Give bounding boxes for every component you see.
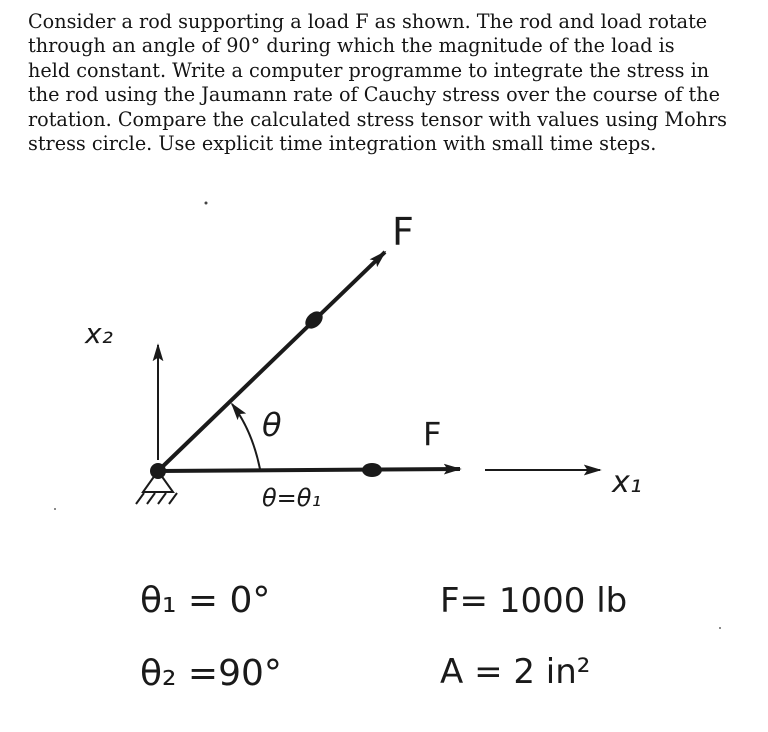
- initial-position-label: θ=θ₁: [262, 484, 322, 512]
- problem-line: held constant. Write a computer programme to integrate the stress in: [28, 58, 710, 82]
- rod-end-dot-initial: [362, 463, 382, 477]
- problem-line: stress circle. Use explicit time integration with small time steps.: [28, 132, 657, 156]
- problem-line: rotation. Compare the calculated stress tensor with values using Mohrs: [28, 107, 728, 131]
- scan-speck: [205, 202, 208, 205]
- scan-speck: [719, 627, 721, 629]
- angle-arc: [232, 404, 260, 469]
- theta2-value: θ₂ =90°: [140, 653, 282, 694]
- x1-axis-label: x₁: [612, 465, 642, 500]
- scan-speck: [54, 508, 56, 510]
- rod-initial: [158, 469, 460, 471]
- angle-label: θ: [262, 406, 282, 444]
- problem-line: Consider a rod supporting a load F as shown. The rod and load rotate: [28, 10, 708, 33]
- load-label-horizontal: F: [423, 415, 442, 453]
- force-value: F= 1000 lb: [440, 581, 628, 621]
- area-value: A = 2 in²: [440, 652, 591, 692]
- problem-line: through an angle of 90° during which the magnitude of the load is: [28, 34, 675, 58]
- x2-axis-label: x₂: [85, 317, 113, 350]
- problem-line: the rod using the Jaumann rate of Cauchy stress over the course of the: [28, 83, 720, 107]
- theta1-value: θ₁ = 0°: [140, 580, 271, 621]
- load-label-rotated: F: [392, 210, 414, 254]
- ground-hatch: [136, 493, 177, 504]
